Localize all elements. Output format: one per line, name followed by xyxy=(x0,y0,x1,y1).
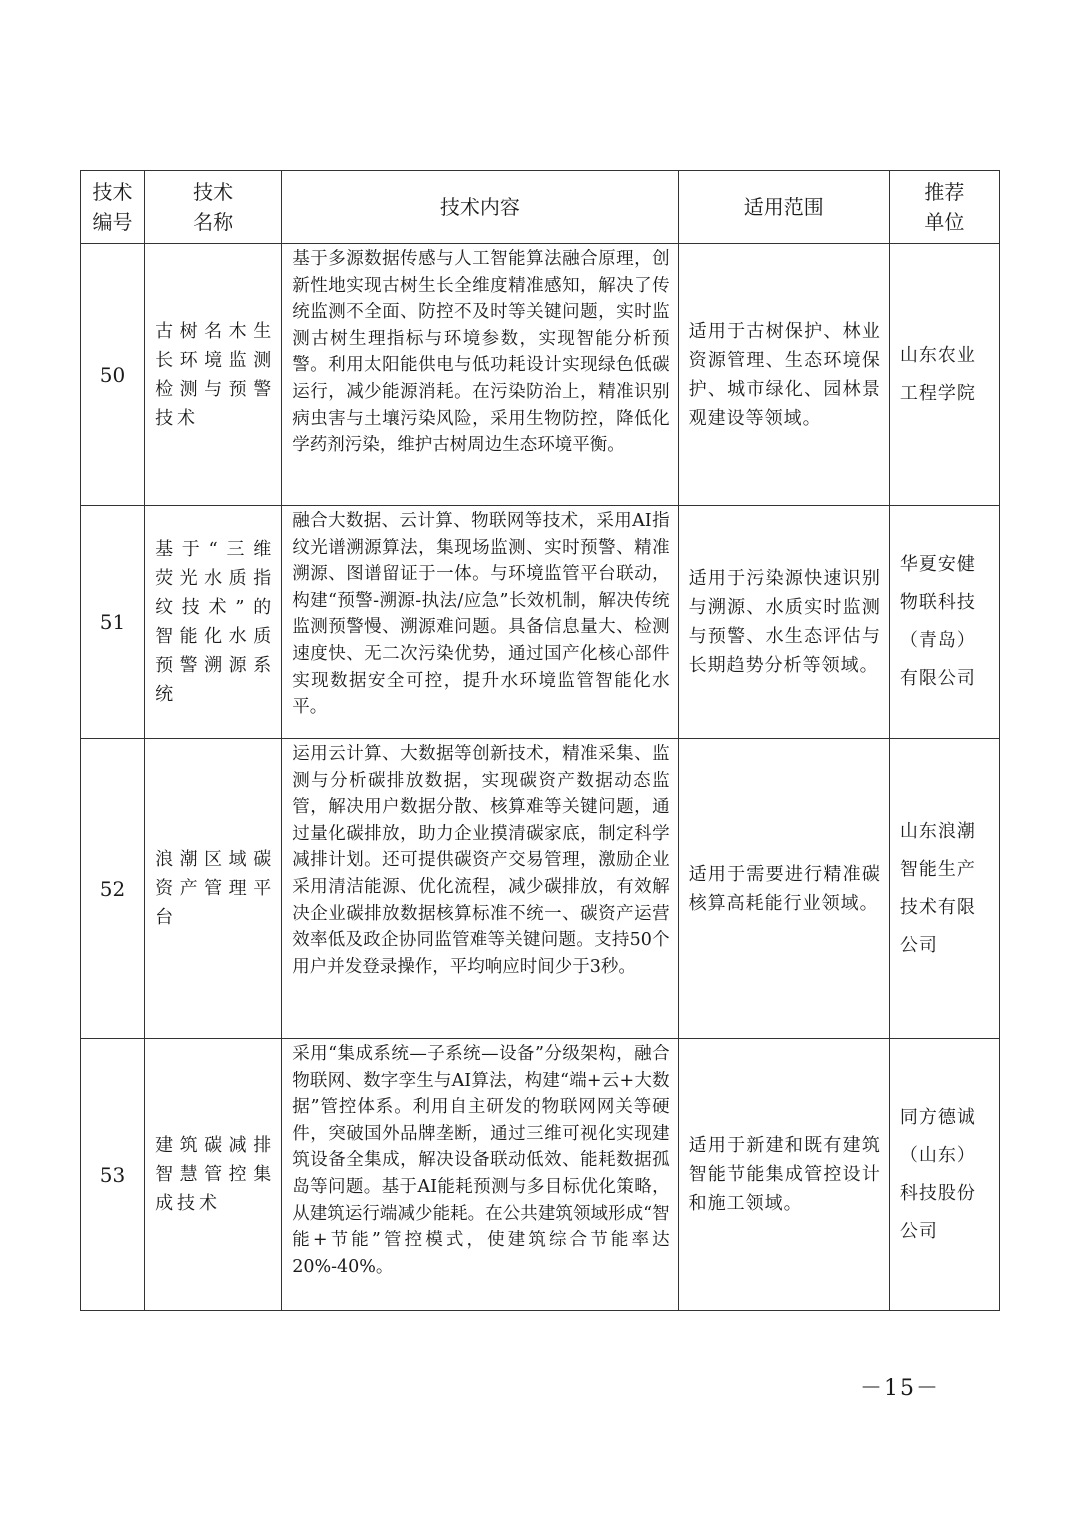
table-row xyxy=(81,739,1000,1039)
header-recommending-unit: 推荐 单位 xyxy=(889,171,999,244)
table-row xyxy=(81,1039,1000,1311)
table-row xyxy=(81,506,1000,739)
tech-scope: 适用于古树保护、林业资源管理、生态环境保护、城市绿化、园林景观建设等领域。 xyxy=(678,244,889,506)
tech-content: 融合大数据、云计算、物联网等技术，采用AI指纹光谱溯源算法，集现场监测、实时预警、精准溯源、图谱留证于一体。与环境监管平台联动，构建“预警-溯源-执法/应急”长效机制，解决传统监测预警慢、溯源难问题。具备信息量大、检测速度快、无二次污染优势，通过国产化核心部件实现数据安全可控，提升水环境监管智能化水平。 xyxy=(282,506,678,739)
tech-name: 浪潮区域碳资产管理平台 xyxy=(145,739,282,1039)
tech-scope: 适用于需要进行精准碳核算高耗能行业领域。 xyxy=(678,739,889,1039)
tech-content: 运用云计算、大数据等创新技术，精准采集、监测与分析碳排放数据，实现碳资产数据动态监管，解决用户数据分散、核算难等关键问题，通过量化碳排放，助力企业摸清碳家底，制定科学减排计划。还可提供碳资产交易管理，激励企业采用清洁能源、优化流程，减少碳排放，有效解决企业碳排放数据核算标准不统一、碳资产运营效率低及政企协同监管难等关键问题。支持50个用户并发登录操作，平均响应时间少于3秒。 xyxy=(282,739,678,1039)
tech-number: 52 xyxy=(81,739,145,1039)
tech-scope: 适用于污染源快速识别与溯源、水质实时监测与预警、水生态评估与长期趋势分析等领域。 xyxy=(678,506,889,739)
page-number: －15－ xyxy=(860,1376,940,1401)
tech-number: 51 xyxy=(81,506,145,739)
header-tech-name: 技术 名称 xyxy=(145,171,282,244)
recommending-unit: 华夏安健物联科技（青岛）有限公司 xyxy=(889,506,999,739)
technology-table xyxy=(80,170,1000,1311)
tech-name: 基于“三维荧光水质指纹技术”的智能化水质预警溯源系统 xyxy=(145,506,282,739)
table-row xyxy=(81,244,1000,506)
recommending-unit: 同方德诚（山东）科技股份公司 xyxy=(889,1039,999,1311)
tech-number: 50 xyxy=(81,244,145,506)
header-scope: 适用范围 xyxy=(678,171,889,244)
tech-name: 古树名木生长环境监测检测与预警技术 xyxy=(145,244,282,506)
tech-content: 基于多源数据传感与人工智能算法融合原理，创新性地实现古树生长全维度精准感知，解决了传统监测不全面、防控不及时等关键问题，实时监测古树生理指标与环境参数，实现智能分析预警。利用太阳能供电与低功耗设计实现绿色低碳运行，减少能源消耗。在污染防治上，精准识别病虫害与土壤污染风险，采用生物防控，降低化学药剂污染，维护古树周边生态环境平衡。 xyxy=(282,244,678,506)
tech-scope: 适用于新建和既有建筑智能节能集成管控设计和施工领域。 xyxy=(678,1039,889,1311)
tech-number: 53 xyxy=(81,1039,145,1311)
tech-content: 采用“集成系统—子系统—设备”分级架构，融合物联网、数字孪生与AI算法，构建“端+云+大数据”管控体系。利用自主研发的物联网网关等硬件，突破国外品牌垄断，通过三维可视化实现建筑设备全集成，解决设备联动低效、能耗数据孤岛等问题。基于AI能耗预测与多目标优化策略，从建筑运行端减少能耗。在公共建筑领域形成“智能+节能”管控模式，使建筑综合节能率达20%-40%。 xyxy=(282,1039,678,1311)
recommending-unit: 山东农业工程学院 xyxy=(889,244,999,506)
tech-name: 建筑碳减排智慧管控集成技术 xyxy=(145,1039,282,1311)
table-header-row xyxy=(81,171,1000,244)
recommending-unit: 山东浪潮智能生产技术有限公司 xyxy=(889,739,999,1039)
header-tech-content: 技术内容 xyxy=(282,171,678,244)
header-tech-number: 技术 编号 xyxy=(81,171,145,244)
